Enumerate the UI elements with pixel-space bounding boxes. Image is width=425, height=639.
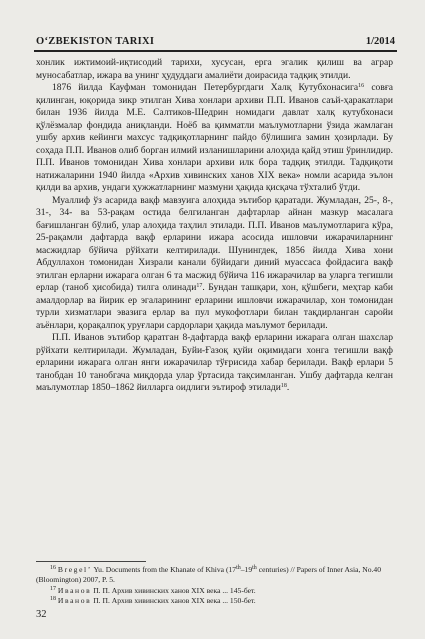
- paragraph: Муаллиф ўз асарида вақф мавзуига алоҳида эътибор қаратади. Жумладан, 25-, 8-, 31-, 34- ва 53-рақам остида белгиланган дафтарлар айнан мазкур масалага бағишланган бўлиб, улар алоҳида таҳлил этилади. П.П. Иванов маълумотларига кўра, 25-рақамли дафтарда вақф ерларини ижара асосида ишловчи ижарачиларнинг масжидлар бўйича рўйхати келтирилади. Шунингдек, 1856 йилда Хива хони Абдуллахон томонидан Хизрали канали бўйидаги диний муассаса фойдасига вақф этилган ерларни ижарага олган 6 та масжид бўйича 116 ижарачилар ва уларга тегишли ерлар (таноб ҳисобида) тилга олинади$^{17}$. Бундан ташқари, хон, қўшбеги, меҳтар каби амалдорлар ва йирик ер эгаларининг ерларини ишловчи ижарачилар, хон томонидан турли хизматлари эвазига ерлар ва пул мукофотлари билан тақдирланган саройи аъёнлари, қорақалпоқ уруғлари сардорлари ҳақида маълумот берилади.: [36, 194, 393, 331]
- article-body: [36, 57, 393, 395]
- page-number: 32: [36, 609, 47, 620]
- footnotes: [36, 565, 393, 607]
- footnote-ref: 16: [358, 83, 365, 89]
- running-header-issue: 1/2014: [365, 36, 395, 47]
- paragraph: П.П. Иванов эътибор қаратган 8-дафтарда вақф ерларини ижарага олган шахслар рўйхати келтирилади. Жумладан, Буйи-Ғазоқ қуйи оқимидаги хонга тегишли вақф ерларини ижарага олган янги ижарачилар тўғрисида хабар берилади. Вақф ерлари 5 танобдан 10 танобгача миқдорда улар ўртасида тақсимланган. Ушбу дафтарда келган маълумотлар 1850–1862 йилларга оидлиги эътироф этилади$^{18}$.: [36, 332, 393, 393]
- paragraph: 1876 йилда Кауфман томонидан Петербургдаги Халқ Кутубхонасига$^{16}$ совға қилинган, юқорида зикр этилган Хива хонлари архиви П.П. Иванов саъй-ҳаракатлари билан 1936 йилда М.Е. Салтиков-Шедрин номидаги давлат халқ кутубхонаси қўлёзмалар фондида аниқланди. Ноёб ва қимматли маълумотларни ўзида жамлаган ушбу архив кейинги махсус тадқиқотларнинг пайдо бўлишига замин ҳозирлади. Бу соҳада П.П. Иванов олиб борган илмий изланишларини алоҳида қайд этиш ўринлидир. П.П. Иванов томонидан Хива хонлари архиви илк бора тадқиқ этилди. Тадқиқоти натижаларини 1940 йилда «Архив хивинских ханов XIX века» номли асарида эълон қилди ва архив, ундаги ҳужжатларнинг мазмуни ҳақида қисқача тўхталиб ўтди.: [36, 82, 393, 193]
- footnote-rule: [36, 561, 146, 562]
- footnote: $^{18}$ Иванов П. П. Архив хивинских ханов XIX века ... 150-бет.: [50, 596, 256, 606]
- running-header-journal: O‘ZBEKISTON TARIXI: [36, 36, 155, 47]
- header-rule: [34, 50, 397, 52]
- footnote: $^{17}$ Иванов П. П. Архив хивинских ханов XIX века ... 145-бет.: [50, 585, 256, 595]
- footnote-ref: 17: [196, 283, 203, 289]
- footnote: $^{16}$ Bregel’ Yu. Documents from the Khanate of Khiva (17th–19th centuries) // Papers of Inner Asia, No.40 (Bloomington) 2007, P. 5.: [36, 565, 382, 585]
- paragraph: хонлик ижтимоий-иқтисодий тарихи, хусусан, ерга эгалик қилиш ва аграр муносабатлар, ижара ва унинг ҳудуддаги амалиёти доирасида тадқиқ этилди.: [36, 57, 393, 81]
- footnote-ref: 18: [280, 383, 287, 389]
